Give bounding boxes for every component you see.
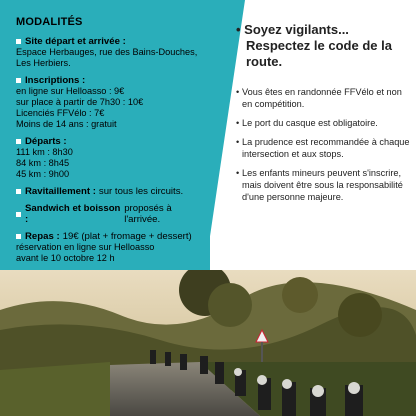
section-inline-text: proposés à l'arrivée. (124, 203, 172, 225)
section-ravitaillement (16, 186, 206, 197)
cyclists-photo (0, 270, 416, 416)
section-line: Moins de 14 ans : gratuit (16, 119, 117, 129)
safety-bullet-text: Le port du casque est obligatoire. (242, 118, 378, 128)
section-repas (16, 231, 206, 264)
dot-bullet-icon: • (236, 168, 240, 178)
section-title: Départs : (25, 136, 67, 147)
safety-bullet-text: La prudence est recommandée à chaque intersection et aux stops. (242, 137, 410, 159)
safety-bullet-text: Les enfants mineurs peuvent s'inscrire, mais doivent être sous la responsabilité d'une personne majeure. (242, 168, 403, 202)
section-title: Repas : (25, 231, 60, 242)
section-line: 111 km : 8h30 (16, 147, 73, 157)
section-title: Site départ et arrivée : (25, 36, 126, 47)
safety-slogan (236, 22, 411, 70)
modalites-title: MODALITÉS (16, 16, 83, 28)
section-title: Sandwich et boisson : (25, 203, 121, 225)
section-inline-text: 19€ (plat + fromage + dessert) (62, 231, 192, 242)
section-line: en ligne sur Helloasso : 9€ (16, 86, 125, 96)
section-line: 45 km : 9h00 (16, 169, 70, 179)
square-bullet-icon (16, 78, 21, 83)
safety-bullet (236, 167, 411, 203)
square-bullet-icon (16, 212, 21, 217)
safety-bullet-text: Vous êtes en randonnée FFVélo et non en compétition. (242, 87, 402, 109)
dot-bullet-icon: • (236, 137, 240, 147)
section-line: réservation en ligne sur Helloasso (16, 242, 155, 252)
section-departs (16, 136, 206, 180)
section-title: Ravitaillement : (25, 186, 96, 197)
section-inline-text: sur tous les circuits. (98, 186, 184, 197)
slogan-line-2: Respectez le code de la route. (246, 38, 392, 69)
section-line: Espace Herbauges, rue des Bains-Douches, (16, 47, 198, 57)
safety-bullet (236, 86, 411, 110)
square-bullet-icon (16, 234, 21, 239)
dot-bullet-icon: • (236, 118, 240, 128)
section-inscriptions (16, 75, 206, 130)
section-line: sur place à partir de 7h30 : 10€ (16, 97, 144, 107)
slogan-line-1: • Soyez vigilants... (236, 22, 349, 37)
safety-bullet (236, 136, 411, 160)
section-site (16, 36, 206, 69)
section-line: Les Herbiers. (16, 58, 71, 68)
section-line: 84 km : 8h45 (16, 158, 70, 168)
section-line: avant le 10 octobre 12 h (16, 253, 115, 263)
safety-bullet (236, 117, 411, 129)
section-sandwich (16, 203, 206, 225)
section-line: Licenciés FFVélo : 7€ (16, 108, 105, 118)
safety-column (236, 22, 411, 210)
section-title: Inscriptions : (25, 75, 86, 86)
square-bullet-icon (16, 189, 21, 194)
modalites-sections (16, 36, 206, 270)
square-bullet-icon (16, 39, 21, 44)
square-bullet-icon (16, 139, 21, 144)
dot-bullet-icon: • (236, 87, 240, 97)
